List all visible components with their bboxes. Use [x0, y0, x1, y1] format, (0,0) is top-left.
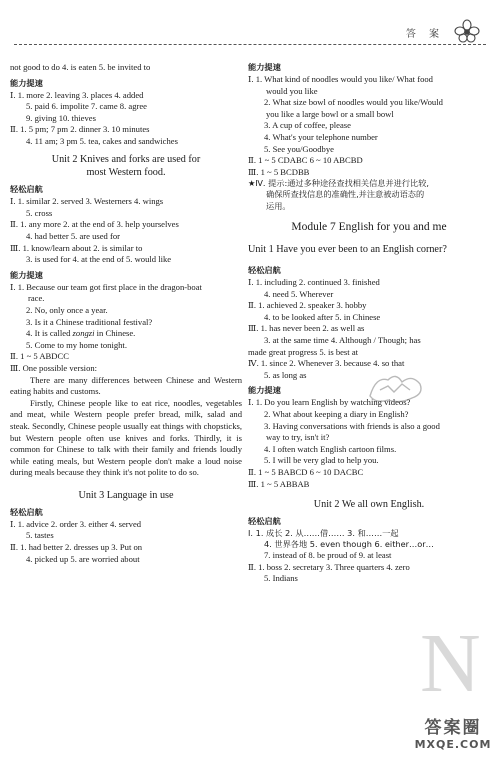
answer-line: 3. Having conversations with friends is also a good [264, 420, 440, 431]
answer-line: 4. picked up 5. are worried about [26, 553, 140, 564]
stamp-watermark-icon [366, 370, 426, 406]
answer-line: Ⅱ. 1 ~ 5 CDABC 6 ~ 10 ABCBD [248, 155, 363, 166]
unit-title: Unit 1 Have you ever been to an English corner? [248, 244, 447, 256]
answer-line: 5. Indians [264, 573, 298, 584]
answer-line: Ⅰ. 1. more 2. leaving 3. places 4. added [10, 89, 144, 100]
unit-title-line: most Western food. [86, 167, 166, 179]
answer-line: Ⅳ. 1. since 2. Whenever 3. because 4. so that [248, 358, 405, 369]
answer-line: made great progress 5. is best at [248, 346, 359, 357]
section-heading: 能力提速 [248, 62, 281, 72]
answer-line: 9. giving 10. thieves [26, 112, 96, 123]
answer-line: would you like [266, 85, 318, 96]
answer-line: 5. Come to my home tonight. [26, 339, 127, 350]
section-heading: 能力提速 [10, 77, 43, 88]
answer-line: Ⅰ. 1. Do you learn English by watching videos? [248, 397, 411, 408]
watermark-letter: N [420, 617, 481, 710]
answer-line: Ⅰ. 1. advice 2. order 3. either 4. served [10, 518, 142, 529]
answer-line: 2. No, only once a year. [26, 305, 108, 316]
answer-line: 5. paid 6. impolite 7. came 8. agree [26, 101, 147, 112]
answer-line: Ⅰ. 1. What kind of noodles would you like/ What food [248, 74, 433, 85]
answer-line: 运用。 [266, 200, 291, 211]
answer-line: you like a large bowl or a small bowl [266, 108, 394, 119]
answer-line: 确保所查找信息的准确性,并注意被动语态的 [266, 189, 425, 200]
answer-line: Ⅱ. 1. had better 2. dresses up 3. Put on [10, 541, 143, 552]
answer-line: 4. I often watch English cartoon films. [264, 443, 397, 454]
answer-term: zongzi [72, 328, 95, 339]
answer-line: not good to do 4. is eaten 5. be invited to [10, 62, 151, 72]
answer-line: 4. 世界各地 5. even though 6. either…or… [264, 538, 434, 549]
answer-line: race. [28, 293, 45, 304]
answer-line: 4. need 5. Wherever [264, 288, 334, 299]
site-watermark [410, 718, 496, 756]
right-column [248, 62, 490, 585]
answer-line: Ⅱ. 1. 5 pm; 7 pm 2. dinner 3. 10 minutes [10, 124, 150, 135]
answer-line: 5. I will be very glad to help you. [264, 455, 379, 466]
answer-line: 5. cross [26, 207, 53, 218]
essay-paragraph: Firstly, Chinese people like to eat rice, noodles, vegetables and meat, while Western people prefer bread, milk, salad and steak. Secondly, Chinese people usually eat things with chopsticks, but Western people often use knives and forks. Thirdly, it is common for Chinese to talk with their family and friends loudly while eating meals, but Western people don't make a loud noise during meals because they think it's not polite to do so. [10, 397, 242, 478]
answer-line: Ⅲ. 1 ~ 5 ABBAB [248, 478, 310, 489]
answer-line: 4. What's your telephone number [264, 132, 378, 143]
answer-text: in Chinese. [94, 328, 136, 339]
answer-line: 5. tastes [26, 530, 54, 541]
answer-line: 3. at the same time 4. Although / Though; has [264, 334, 421, 345]
module-title: Module 7 English for you and me [291, 220, 447, 233]
unit-title: Unit 2 We all own English. [313, 499, 425, 511]
header-label: 答 案 [405, 29, 444, 40]
section-heading: 能力提速 [248, 385, 281, 396]
page-header [14, 18, 486, 45]
site-watermark-title: 答案圈 [424, 718, 482, 738]
answer-line: 4. had better 5. are used for [26, 231, 121, 241]
answer-line: Ⅰ. 1. including 2. continued 3. finished [248, 276, 380, 287]
section-heading: 轻松启航 [10, 184, 43, 195]
unit-title: Unit 3 Language in use [78, 489, 174, 501]
answer-line: way to try, isn't it? [266, 432, 330, 443]
answer-line: 2. What size bowl of noodles would you like/Would [264, 97, 443, 108]
answer-line: Ⅲ. 1. has never been 2. as well as [248, 323, 365, 334]
answer-line: Ⅱ. 1 ~ 5 ABDCC [10, 351, 69, 362]
flower-icon [454, 19, 480, 43]
section-heading: 能力提速 [10, 269, 43, 280]
answer-line: Ⅰ. 1. similar 2. served 3. Westerners 4. wings [10, 196, 164, 207]
unit-title-line: Unit 2 Knives and forks are used for [51, 153, 201, 165]
answer-line: Ⅱ. 1. any more 2. at the end of 3. help yourselves [10, 219, 179, 230]
answer-line: Ⅲ. One possible version: [10, 363, 98, 373]
answer-line: 2. What about keeping a diary in English? [264, 408, 409, 419]
answer-line: 3. A cup of coffee, please [264, 120, 351, 131]
answer-line: Ⅰ. 1. Because our team got first place in the dragon-boat [10, 281, 202, 292]
answer-line: 4. to be looked after 5. in Chinese [264, 311, 381, 322]
section-heading: 轻松启航 [248, 264, 281, 275]
left-column [10, 62, 242, 565]
answer-line: 3. Is it a Chinese traditional festival? [26, 316, 153, 327]
answer-line: 5. as long as [264, 369, 307, 380]
answer-line: 3. is used for 4. at the end of 5. would like [26, 254, 172, 265]
answer-line: Ⅱ. 1. achieved 2. speaker 3. hobby [248, 300, 367, 311]
answer-line: Ⅱ. 1 ~ 5 BABCD 6 ~ 10 DACBC [248, 466, 364, 477]
section-heading: 轻松启航 [248, 515, 281, 526]
answer-line: 5. See you/Goodbye [264, 143, 334, 154]
unit-title [10, 153, 242, 181]
answer-line: Ⅱ. 1. boss 2. secretary 3. Three quarters 4. zero [248, 561, 410, 572]
answer-line: ★Ⅳ. 提示:通过多种途径查找相关信息并进行比较, [248, 178, 430, 189]
answer-line: 4. 11 am; 3 pm 5. tea, cakes and sandwiches [26, 136, 178, 147]
essay-paragraph: There are many differences between Chinese and Western eating habits and customs. [10, 374, 242, 397]
answer-line: Ⅰ. 1. 成长 2. 从……借…… 3. 和……一起 [248, 527, 399, 538]
answer-text: 4. It is called [26, 328, 73, 339]
answer-line [10, 328, 242, 340]
answer-line: Ⅲ. 1 ~ 5 BCDBB [248, 166, 310, 177]
answer-line: 7. instead of 8. be proud of 9. at least [264, 550, 392, 561]
site-watermark-url: MXQE.COM [414, 738, 492, 751]
answer-line: Ⅲ. 1. know/learn about 2. is similar to [10, 242, 143, 253]
section-heading: 轻松启航 [10, 506, 43, 517]
